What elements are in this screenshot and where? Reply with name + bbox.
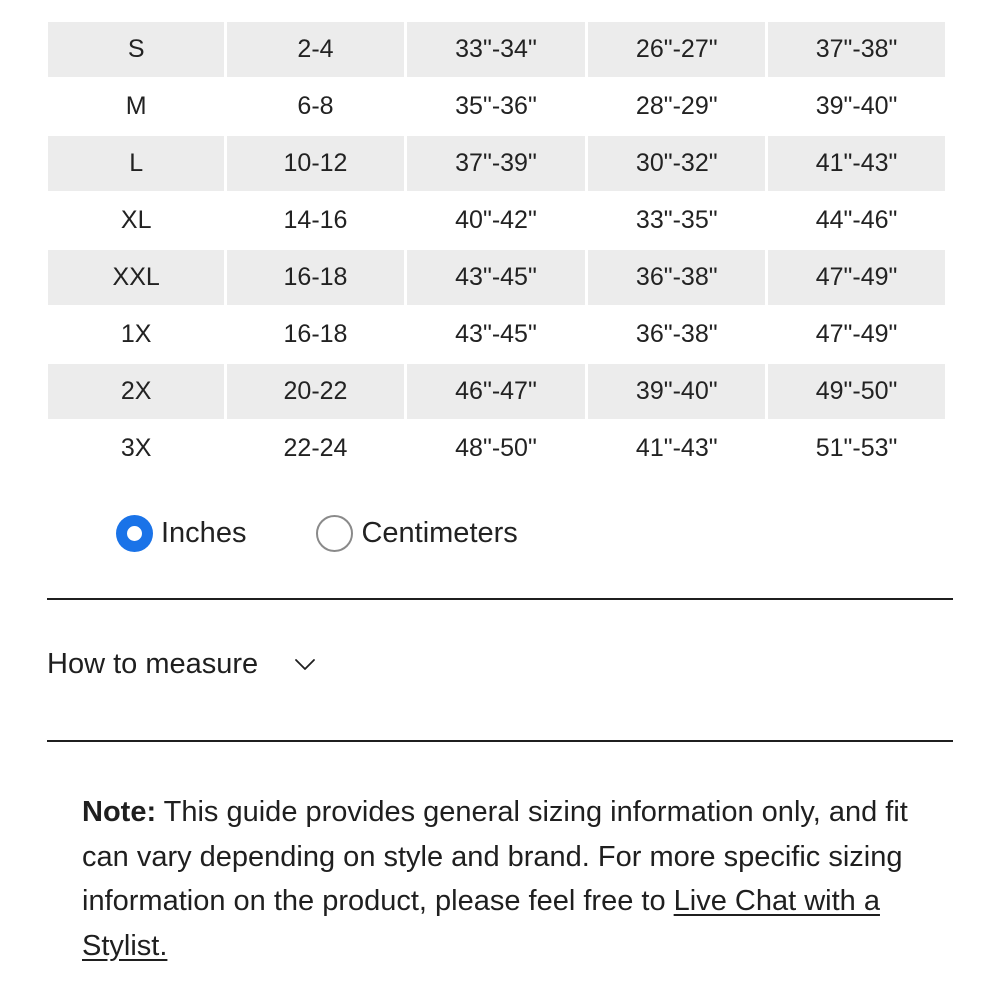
table-cell: 44"-46" xyxy=(768,193,945,248)
sizing-note xyxy=(82,790,932,968)
table-cell: 37"-39" xyxy=(407,136,586,191)
table-cell: 47"-49" xyxy=(768,250,945,305)
table-cell: 37"-38" xyxy=(768,22,945,77)
table-row xyxy=(48,364,945,419)
table-cell: 47"-49" xyxy=(768,307,945,362)
table-cell: 22-24 xyxy=(227,421,403,476)
table-cell: XXL xyxy=(48,250,224,305)
table-cell: 39"-40" xyxy=(588,364,765,419)
centimeters-label: Centimeters xyxy=(361,517,518,549)
table-cell: 3X xyxy=(48,421,224,476)
size-chart-body xyxy=(48,22,945,476)
how-to-measure-toggle[interactable] xyxy=(47,648,316,681)
table-cell: 46"-47" xyxy=(407,364,586,419)
note-text: This guide provides general sizing information only, and fit can vary depending on style and brand. For more specific sizing information on the product, please feel free to xyxy=(82,796,908,917)
table-cell: S xyxy=(48,22,224,77)
table-cell: 41"-43" xyxy=(768,136,945,191)
table-cell: 49"-50" xyxy=(768,364,945,419)
table-row xyxy=(48,307,945,362)
table-cell: 2-4 xyxy=(227,22,403,77)
table-cell: 35"-36" xyxy=(407,79,586,134)
table-cell: 30"-32" xyxy=(588,136,765,191)
table-row xyxy=(48,193,945,248)
table-cell: 1X xyxy=(48,307,224,362)
divider xyxy=(47,740,953,742)
table-cell: M xyxy=(48,79,224,134)
divider xyxy=(47,598,953,600)
table-cell: 41"-43" xyxy=(588,421,765,476)
table-cell: 10-12 xyxy=(227,136,403,191)
centimeters-radio[interactable] xyxy=(316,515,353,552)
table-cell: 14-16 xyxy=(227,193,403,248)
table-cell: 16-18 xyxy=(227,307,403,362)
table-cell: 6-8 xyxy=(227,79,403,134)
table-cell: 28"-29" xyxy=(588,79,765,134)
table-cell: 51"-53" xyxy=(768,421,945,476)
table-cell: 43"-45" xyxy=(407,307,586,362)
table-row xyxy=(48,22,945,77)
unit-option-inches[interactable] xyxy=(116,515,246,552)
table-cell: 16-18 xyxy=(227,250,403,305)
table-cell: 26"-27" xyxy=(588,22,765,77)
table-row xyxy=(48,79,945,134)
table-cell: 36"-38" xyxy=(588,250,765,305)
chevron-down-icon xyxy=(294,658,316,672)
table-cell: 33"-35" xyxy=(588,193,765,248)
table-cell: 48"-50" xyxy=(407,421,586,476)
unit-toggle xyxy=(116,515,518,552)
table-cell: L xyxy=(48,136,224,191)
table-row xyxy=(48,250,945,305)
table-cell: 40"-42" xyxy=(407,193,586,248)
table-cell: 43"-45" xyxy=(407,250,586,305)
inches-label: Inches xyxy=(161,517,247,549)
how-to-measure-label: How to measure xyxy=(47,648,259,680)
table-cell: 33"-34" xyxy=(407,22,586,77)
inches-radio[interactable] xyxy=(116,515,153,552)
note-prefix: Note: xyxy=(82,796,157,828)
table-row xyxy=(48,136,945,191)
table-cell: 36"-38" xyxy=(588,307,765,362)
unit-option-centimeters[interactable] xyxy=(316,515,517,552)
table-cell: 2X xyxy=(48,364,224,419)
table-cell: XL xyxy=(48,193,224,248)
table-cell: 20-22 xyxy=(227,364,403,419)
size-chart-table xyxy=(45,20,948,478)
table-cell: 39"-40" xyxy=(768,79,945,134)
live-chat-link[interactable]: Live Chat with a Stylist. xyxy=(82,885,880,962)
table-row xyxy=(48,421,945,476)
